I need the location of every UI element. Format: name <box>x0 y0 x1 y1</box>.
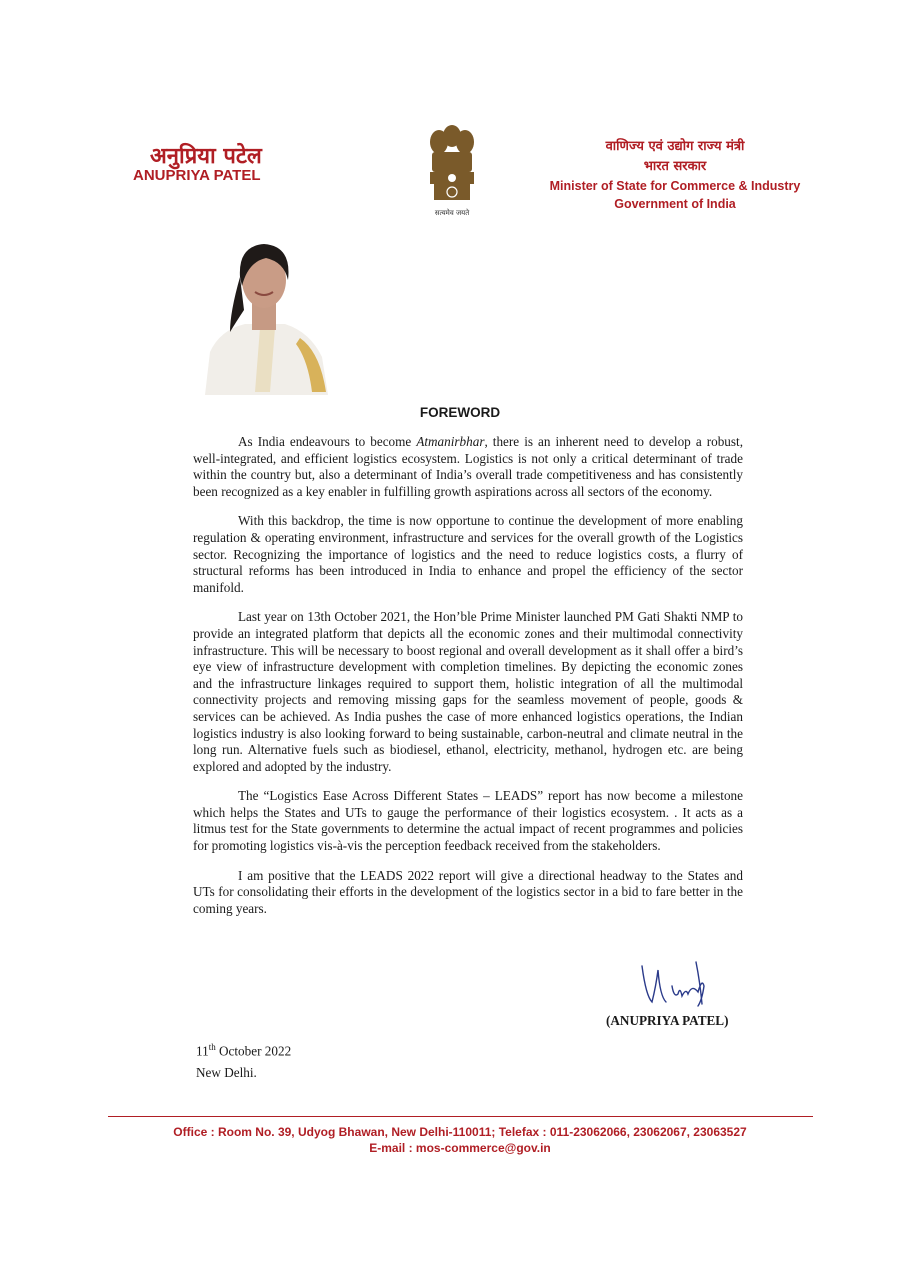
paragraph-2: With this backdrop, the time is now opportune to continue the development of more enabling regulation & operating environment, infrastructure and services for the overall growth of the Logistics sector. Recognizing the importance of logistics and the need to reduce logistics costs, a flurry of structural reforms has been introduced in India to enhance and propel the efficiency of the sector manifold. <box>193 513 743 595</box>
date-place <box>196 1036 291 1084</box>
office-address: Office : Room No. 39, Udyog Bhawan, New Delhi-110011; Telefax : 011-23062066, 23062067, 23063527 <box>173 1125 747 1139</box>
foreword-body <box>193 434 743 930</box>
designation-english: Minister of State for Commerce & Industry <box>549 179 801 193</box>
date: 11th October 2022 <box>196 1042 292 1059</box>
handwritten-signature <box>636 956 716 1010</box>
paragraph-3: Last year on 13th October 2021, the Hon’ble Prime Minister launched PM Gati Shakti NMP to provide an integrated platform that depicts all the economic zones and their multimodal connectivity infrastructure. This will be necessary to boost regional and overall development as it shall offer a bird’s eye view of infrastructure development with completion timelines. By depicting the economic zones and the infrastructure linkages required to support them, holistic integration of all the multimodal connectivity projects and removing missing gaps for the seamless movement of people, goods & services can be achieved. As India pushes the case of more enhanced logistics operations, the Indian logistics industry is also looking forward to being sustainable, carbon-neutral and climate neutral in the long run. Alternative fuels such as biodiesel, ethanol, electricity, methanol, hydrogen etc. are being explored and adopted by the industry. <box>193 609 743 774</box>
national-emblem-icon <box>412 118 492 218</box>
paragraph-5: I am positive that the LEADS 2022 report will give a directional headway to the States and UTs for consolidating their efforts in the development of the logistics sector in a bid to fare better in the coming years. <box>193 867 743 916</box>
footer-divider <box>108 1116 813 1117</box>
signatory-name: (ANUPRIYA PATEL) <box>606 1013 729 1028</box>
footer <box>0 1124 920 1156</box>
name-hindi: अनुप्रिया पटेल <box>150 144 262 169</box>
email-address: E-mail : mos-commerce@gov.in <box>369 1141 551 1155</box>
paragraph-4: The “Logistics Ease Across Different States – LEADS” report has now become a milestone which helps the States and UTs to gauge the performance of their logistics ecosystem. . It acts as a litmus test for the State governments to determine the actual impact of recent programmes and policies for promoting logistics vis-à-vis the perception feedback received from the stakeholders. <box>193 788 743 854</box>
government-hindi: भारत सरकार <box>643 159 707 174</box>
designation-block <box>530 137 820 213</box>
paragraph-1: As India endeavours to become Atmanirbhar, there is an inherent need to develop a robust, well-integrated, and efficient logistics ecosystem. Logistics is not only a critical determinant of trade within the country but, also a determinant of India’s overall trade competitiveness and has consistently been recognized as a key enabler in fulfilling growth aspirations across all sectors of the economy. <box>193 434 743 499</box>
designation-hindi: वाणिज्य एवं उद्योग राज्य मंत्री <box>605 139 745 154</box>
page-title: FOREWORD <box>419 405 501 420</box>
name-english: ANUPRIYA PATEL <box>133 167 261 184</box>
minister-portrait <box>200 232 330 395</box>
place: New Delhi. <box>196 1065 257 1081</box>
emblem-motto: सत्यमेव जयते <box>434 209 470 217</box>
government-english: Government of India <box>614 197 736 211</box>
